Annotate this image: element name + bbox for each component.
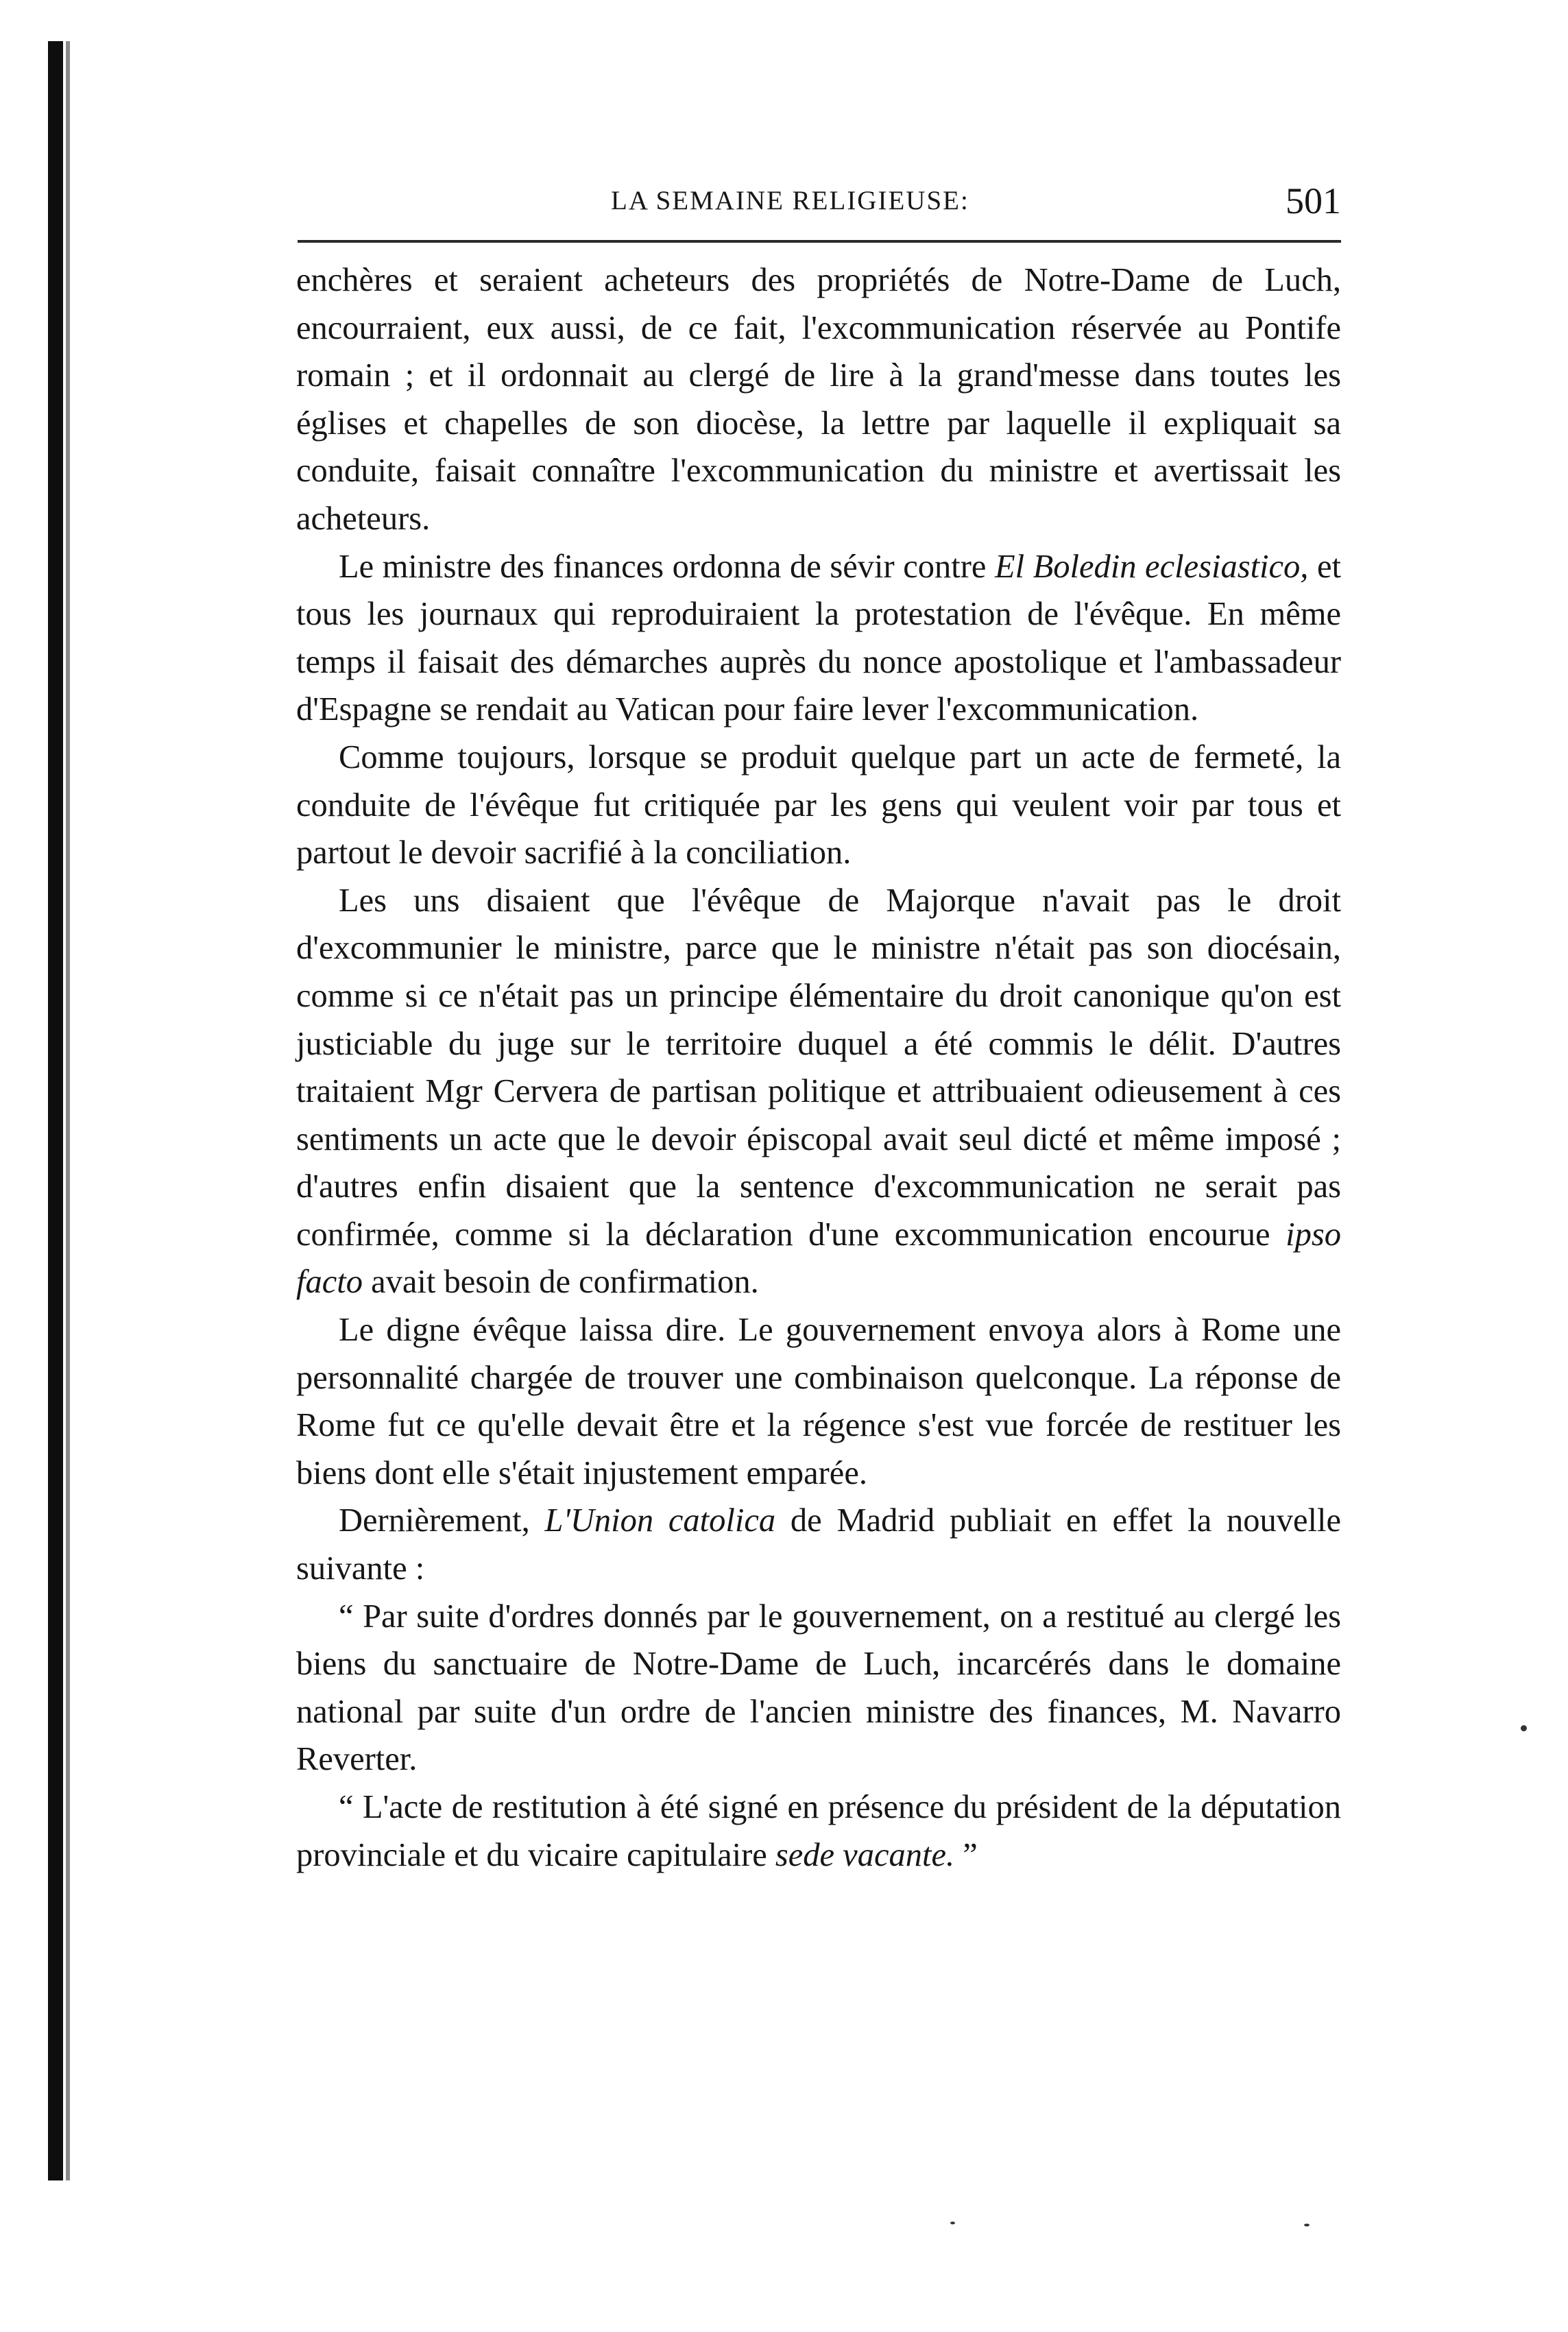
paragraph-5-text: Le digne évêque laissa dire. Le gouvernement envoya alors à Rome une personnalité chargée de trouver une combinaison quelconque. La réponse de Rome fut ce qu'elle devait être et la régence s'est vue forcée de restituer les biens dont elle s'était injustement emparée. bbox=[296, 1312, 1341, 1491]
paragraph-2 bbox=[296, 543, 1341, 734]
newspaper-title-union-catolica: L'Union catolica bbox=[544, 1502, 776, 1539]
paragraph-6 bbox=[296, 1497, 1341, 1592]
paragraph-4 bbox=[296, 877, 1341, 1306]
paragraph-5 bbox=[296, 1306, 1341, 1497]
paragraph-4-text-a: Les uns disaient que l'évêque de Majorque n'avait pas le droit d'excommunier le ministre, parce que le ministre n'était pas son diocésain, comme si ce n'était pas un principe élémentaire du droit canonique qu'on est justiciable du juge sur le territoire duquel a été commis le délit. D'autres traitaient Mgr Cervera de partisan politique et attribuaient odieusement à ces sentiments un acte que le devoir épiscopal avait seul dicté et même imposé ; d'autres enfin disaient que la sentence d'excommunication ne serait pas confirmée, comme si la déclaration d'une excommunication encourue bbox=[296, 882, 1341, 1253]
paragraph-8-text-a: “ L'acte de restitution à été signé en présence du président de la députation provinciale et du vicaire capitulaire bbox=[296, 1789, 1341, 1873]
ink-speck bbox=[1521, 1725, 1527, 1731]
running-title: LA SEMAINE RELIGIEUSE: bbox=[611, 186, 969, 215]
paragraph-4-text-b: avait besoin de confirmation. bbox=[362, 1264, 759, 1301]
paragraph-7-text: “ Par suite d'ordres donnés par le gouvernement, on a restitué au clergé les biens du sanctuaire de Notre-Dame de Luch, incarcérés dans le domaine national par suite d'un ordre de l'ancien ministre des finances, M. Navarro Reverter. bbox=[296, 1598, 1341, 1778]
paragraph-2-text-a: Le ministre des finances ordonna de sévir contre bbox=[339, 548, 995, 585]
paragraph-3 bbox=[296, 734, 1341, 877]
latin-term-ipso-facto: ipso facto bbox=[296, 1216, 1341, 1301]
ink-speck bbox=[950, 2222, 955, 2224]
header-rule bbox=[298, 240, 1341, 243]
paragraph-3-text: Comme toujours, lorsque se produit quelque part un acte de fermeté, la conduite de l'évêque fut critiquée par les gens qui veulent voir par tous et partout le devoir sacrifié à la conciliation. bbox=[296, 738, 1341, 872]
paragraph-8-text-b: ” bbox=[954, 1836, 978, 1873]
paragraph-2-text-b: et tous les journaux qui reproduiraient la protestation de l'évêque. En même temps il faisait des démarches auprès du nonce apostolique et l'ambassadeur d'Espagne se rendait au Vatican pour faire lever l'excommunication. bbox=[296, 548, 1341, 728]
page-binding-edge bbox=[48, 41, 63, 2180]
paragraph-7-quote bbox=[296, 1593, 1341, 1783]
ink-speck bbox=[1304, 2224, 1310, 2226]
article-body bbox=[296, 256, 1341, 1879]
latin-term-sede-vacante: sede vacante. bbox=[775, 1836, 955, 1873]
paragraph-6-text-a: Dernièrement, bbox=[339, 1502, 545, 1539]
page-number: 501 bbox=[1286, 180, 1341, 221]
page-header bbox=[299, 180, 1341, 228]
paragraph-1 bbox=[296, 256, 1341, 543]
newspaper-title-el-boledin: El Boledin eclesiastico, bbox=[994, 548, 1309, 585]
paragraph-6-text-b: de Madrid publiait en effet la nouvelle suivante : bbox=[296, 1502, 1342, 1587]
paragraph-1-text: enchères et seraient acheteurs des propriétés de Notre-Dame de Luch, encourraient, eux aussi, de ce fait, l'excommunication réservée au Pontife romain ; et il ordonnait au clergé de lire à la grand'messe dans toutes les églises et chapelles de son diocèse, la lettre par laquelle il expliquait sa conduite, faisait connaître l'excommunication du ministre et avertissait les acheteurs. bbox=[296, 262, 1341, 537]
page-binding-shadow bbox=[66, 41, 70, 2180]
paragraph-8-quote bbox=[296, 1783, 1341, 1879]
